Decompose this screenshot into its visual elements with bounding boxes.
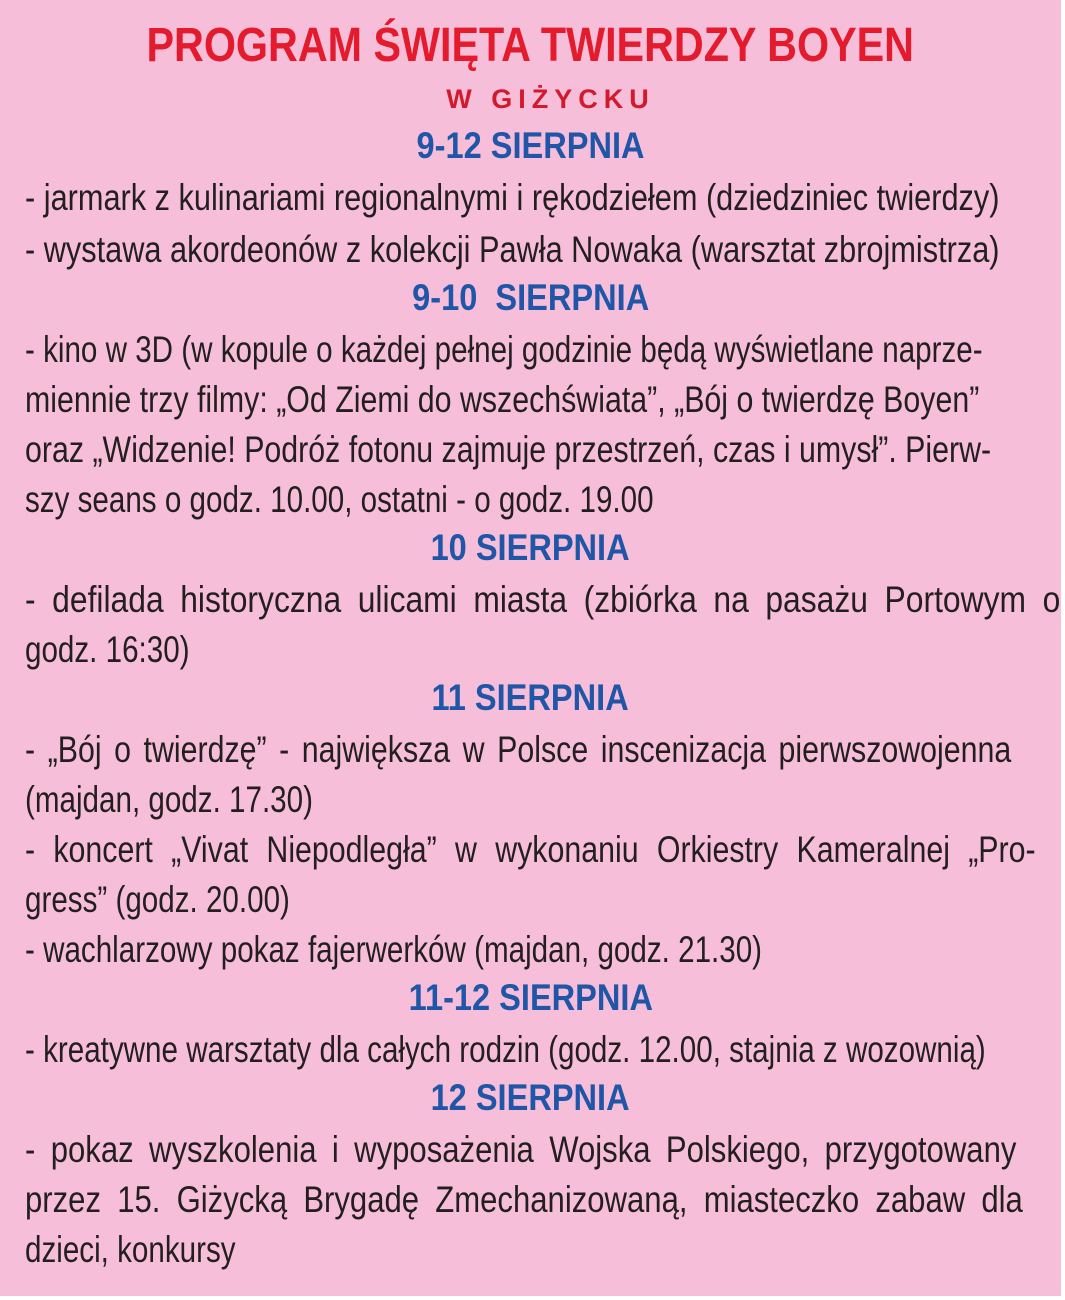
section-heading [0, 276, 1061, 320]
section-heading [0, 1076, 1061, 1120]
section-heading-text: 11 SIERPNIA [431, 677, 630, 718]
section-heading-text: 12 SIERPNIA [430, 1077, 631, 1118]
section-heading-text: 9-10 SIERPNIA [411, 277, 650, 318]
event-line [25, 1226, 1022, 1274]
event-line [25, 174, 1022, 222]
event-line [25, 1176, 1022, 1224]
event-line-text: dzieci, konkursy [25, 1229, 236, 1270]
event-line-text: - wachlarzowy pokaz fajerwerków (majdan, godz. 21.30) [25, 929, 763, 970]
event-line [25, 876, 1022, 924]
event-line-text: - defilada historyczna ulicami miasta (zbiórka na pasażu Portowym o [25, 579, 1061, 620]
section-heading [0, 124, 1061, 168]
event-line-text: (majdan, godz. 17.30) [25, 779, 313, 820]
section-heading-text: 11-12 SIERPNIA [408, 977, 653, 1018]
event-line [25, 1126, 1022, 1174]
poster-title-text: PROGRAM ŚWIĘTA TWIERDZY BOYEN [146, 19, 915, 72]
event-line [25, 726, 1022, 774]
event-line-text: oraz „Widzenie! Podróż fotonu zajmuje przestrzeń, czas i umysł”. Pierw- [25, 429, 992, 470]
event-line [25, 226, 1022, 274]
event-line-text: miennie trzy filmy: „Od Ziemi do wszechświata”, „Bój o twierdzę Boyen” [25, 379, 980, 420]
poster-subtitle [0, 82, 1061, 116]
section-heading-text: 9-12 SIERPNIA [416, 125, 645, 166]
event-line [25, 426, 1022, 474]
section-heading [0, 676, 1061, 720]
section-heading [0, 976, 1061, 1020]
section-heading-text: 10 SIERPNIA [430, 527, 631, 568]
event-line-text: przez 15. Giżycką Brygadę Zmechanizowaną, miasteczko zabaw dla [25, 1179, 1023, 1220]
event-line [25, 776, 1022, 824]
event-line-text: - kreatywne warsztaty dla całych rodzin (godz. 12.00, stajnia z wozownią) [25, 1029, 986, 1070]
event-line [25, 1026, 1022, 1074]
event-line-text: szy seans o godz. 10.00, ostatni - o godz. 19.00 [25, 479, 654, 520]
event-line [25, 926, 1022, 974]
poster-subtitle-text: W GIŻYCKU [446, 84, 655, 114]
event-line-text: gress” (godz. 20.00) [25, 879, 290, 920]
event-line [25, 826, 1036, 874]
event-line-text: - wystawa akordeonów z kolekcji Pawła Nowaka (warsztat zbrojmistrza) [25, 229, 1000, 270]
event-line-text: godz. 16:30) [25, 629, 190, 670]
event-line [25, 376, 1022, 424]
event-line-text: - jarmark z kulinariami regionalnymi i rękodziełem (dziedziniec twierdzy) [25, 177, 1000, 218]
poster-title [0, 18, 1061, 74]
event-line-text: - koncert „Vivat Niepodległa” w wykonaniu Orkiestry Kameralnej „Pro- [25, 829, 1036, 870]
event-line-text: - kino w 3D (w kopule o każdej pełnej godzinie będą wyświetlane naprze- [25, 329, 983, 370]
event-line [25, 326, 1022, 374]
section-heading [0, 526, 1061, 570]
event-line-text: - „Bój o twierdzę” - największa w Polsce inscenizacja pierwszowojenna [25, 729, 1012, 770]
event-line-text: - pokaz wyszkolenia i wyposażenia Wojska Polskiego, przygotowany [25, 1129, 1017, 1170]
event-line [25, 576, 1061, 624]
event-line [25, 626, 1022, 674]
event-line [25, 476, 1022, 524]
